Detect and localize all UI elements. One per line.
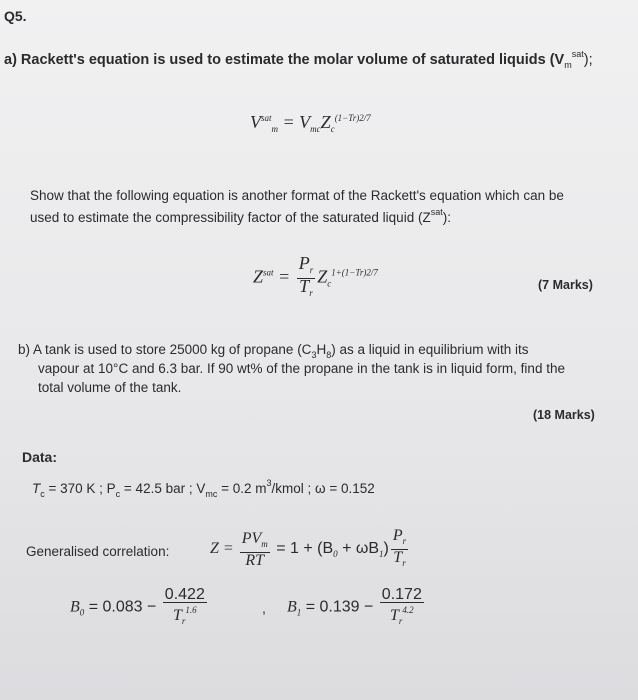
b1-equation: $B_1 = 0.139$ − $\frac{0.172}{T_r^{4.2}}$ bbox=[287, 586, 422, 626]
part-a-line2: used to estimate the compressibility factor of the saturated liquid $(Z^{sat})$: bbox=[30, 207, 451, 225]
part-a-marks: (7 Marks) bbox=[538, 278, 593, 292]
part-a-intro: a) Rackett's equation is used to estimate the molar volume of saturated liquids $(V_m^{sat})$; bbox=[4, 49, 593, 70]
b0-equation: $B_0 = 0.083$ − $\frac{0.422}{T_r^{1.6}}$ bbox=[70, 586, 205, 626]
zsat-equation: $Z^{sat}$ = $\frac{P_r}{T_r}$ $Z_c^{1+(1-Tr)2/7}$ bbox=[253, 253, 378, 298]
generalised-correlation-label: Generalised correlation: bbox=[26, 544, 170, 559]
rackett-equation: $V^{sat}_m = V_{mc}Z_c^{(1-Tr)2/7}$ bbox=[250, 112, 371, 134]
data-constants: $T_c = 370$ K ; $P_c = 42.5$ bar ; $V_{mc} = 0.2$ $m^3$/kmol ; ω = 0.152 bbox=[32, 478, 375, 499]
generalised-correlation-equation: Z = $\frac{PV_m}{RT}$ = $1 + (B_0 + \omega B_1)$ $\frac{P_r}{T_r}$ bbox=[210, 527, 407, 569]
part-b-line1: b) A tank is used to store 25000 kg of propane $(C_3H_8)$ as a liquid in equilibrium with its bbox=[18, 342, 529, 360]
part-a-line1: Show that the following equation is another format of the Rackett's equation which can be bbox=[30, 188, 564, 203]
part-b-line3: total volume of the tank. bbox=[38, 380, 182, 395]
part-b-line2: vapour at 10°C and 6.3 bar. If 90 wt% of the propane in the tank is in liquid form, find the bbox=[38, 361, 565, 376]
part-b-marks: (18 Marks) bbox=[533, 408, 595, 422]
separator-comma: , bbox=[262, 600, 266, 616]
question-number: Q5. bbox=[4, 8, 27, 24]
data-heading: Data: bbox=[22, 449, 58, 465]
